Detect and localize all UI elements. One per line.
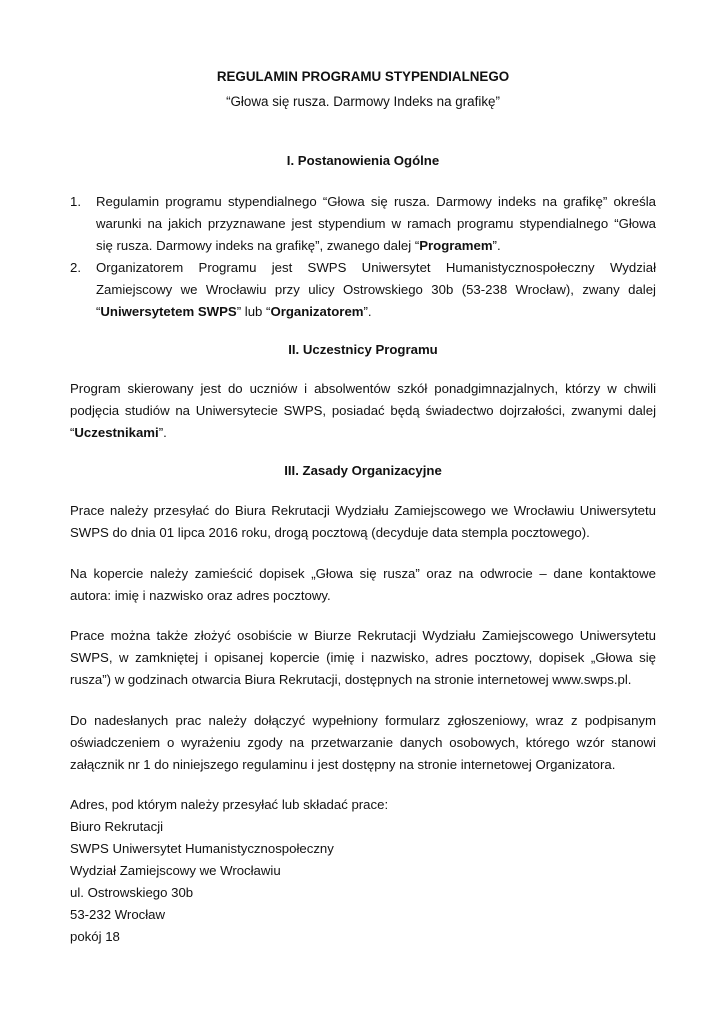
document-title: REGULAMIN PROGRAMU STYPENDIALNEGO (216, 69, 510, 84)
paragraph-line: warunki na jakich przyznawane jest stypendium w ramach programu stypendialnego “Głowa (96, 216, 656, 231)
section-heading-participants: II. Uczestnicy Programu (288, 342, 438, 357)
bold-term: Uczestnikami (74, 425, 159, 440)
paragraph-line: SWPS, w zamkniętej i opisanej kopercie (imię i nazwisko, adres pocztowy, dopisek „Głowa się (70, 650, 656, 665)
paragraph-line (96, 238, 656, 253)
paragraph-line: Do nadesłanych prac należy dołączyć wypełniony formularz zgłoszeniowy, wraz z podpisanym (70, 713, 656, 728)
paragraph-line: Na kopercie należy zamieścić dopisek „Głowa się rusza” oraz na odwrocie – dane kontaktowe (70, 566, 656, 581)
paragraph-line: podjęcia studiów na Uniwersytecie SWPS, posiadać będą świadectwo dojrzałości, zwanymi dalej (70, 403, 656, 418)
paragraph-line: SWPS do dnia 01 lipca 2016 roku, drogą pocztową (decyduje data stempla pocztowego). (70, 525, 590, 540)
section-heading-rules: III. Zasady Organizacyjne (284, 463, 442, 478)
text-run: “ (96, 304, 101, 319)
address-line: pokój 18 (70, 929, 120, 944)
list-item-number: 1. (70, 194, 81, 209)
address-line: Biuro Rekrutacji (70, 819, 164, 834)
paragraph-line (70, 425, 656, 440)
paragraph-line: Prace można także złożyć osobiście w Biurze Rekrutacji Wydziału Zamiejscowego Uniwersytetu (70, 628, 656, 643)
text-run: ”. (363, 304, 372, 319)
bold-term: Programem (419, 238, 493, 253)
text-run: “ (70, 425, 75, 440)
text-run: ”. (158, 425, 167, 440)
address-intro: Adres, pod którym należy przesyłać lub składać prace: (70, 797, 389, 812)
address-line: SWPS Uniwersytet Humanistycznospołeczny (70, 841, 334, 856)
paragraph-line: załącznik nr 1 do niniejszego regulaminu i jest dostępny na stronie internetowej Organizatora. (70, 757, 616, 772)
paragraph-line: oświadczeniem o wyrażeniu zgody na przetwarzanie danych osobowych, którego wzór stanowi (70, 735, 656, 750)
address-line: ul. Ostrowskiego 30b (70, 885, 194, 900)
list-item-number: 2. (70, 260, 81, 275)
paragraph-line: rusza”) w godzinach otwarcia Biura Rekrutacji, dostępnych na stronie internetowej www.swps.pl. (70, 672, 632, 687)
text-run: się rusza. Darmowy indeks na grafikę”, zwanego dalej “ (96, 238, 420, 253)
address-line: 53-232 Wrocław (70, 907, 166, 922)
text-run: ” lub “ (236, 304, 271, 319)
paragraph-line: autora: imię i nazwisko oraz adres pocztowy. (70, 588, 331, 603)
address-line: Wydział Zamiejscowy we Wrocławiu (70, 863, 281, 878)
bold-term: Uniwersytetem SWPS (100, 304, 237, 319)
paragraph-line: Program skierowany jest do uczniów i absolwentów szkół ponadgimnazjalnych, którzy w chwili (70, 381, 656, 396)
paragraph-line: Regulamin programu stypendialnego “Głowa się rusza. Darmowy indeks na grafikę” określa (96, 194, 656, 209)
section-heading-general: I. Postanowienia Ogólne (286, 153, 440, 168)
paragraph-line (96, 304, 656, 319)
paragraph-line: Zamiejscowy we Wrocławiu przy ulicy Ostrowskiego 30b (53-238 Wrocław), zwany dalej (96, 282, 656, 297)
paragraph-line: Prace należy przesyłać do Biura Rekrutacji Wydziału Zamiejscowego we Wrocławiu Uniwersytetu (70, 503, 656, 518)
document-subtitle: “Głowa się rusza. Darmowy Indeks na grafikę” (226, 94, 500, 109)
paragraph-line: Organizatorem Programu jest SWPS Uniwersytet Humanistycznospołeczny Wydział (96, 260, 656, 275)
bold-term: Organizatorem (270, 304, 364, 319)
text-run: ”. (492, 238, 501, 253)
